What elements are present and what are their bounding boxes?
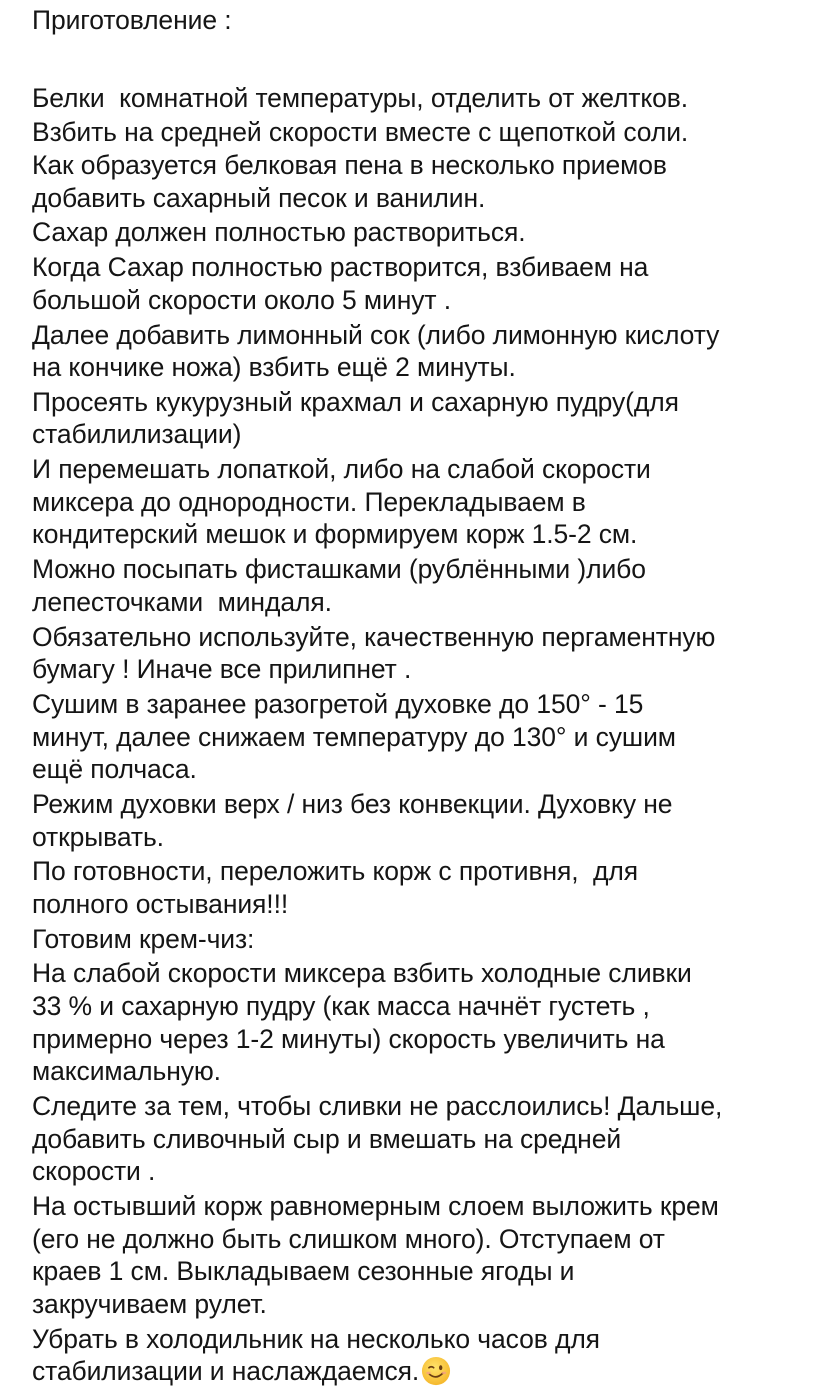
- text-line: бумагу ! Иначе все прилипнет .: [32, 654, 412, 685]
- text-line: Сахар должен полностью раствориться.: [32, 217, 526, 248]
- text-line: краев 1 см. Выкладываем сезонные ягоды и: [32, 1256, 575, 1287]
- text-line: Белки комнатной температуры, отделить от желтков.: [32, 82, 689, 113]
- text-line: большой скорости около 5 минут .: [32, 284, 451, 315]
- text-line: стабилизации и наслаждаемся.: [32, 1355, 807, 1388]
- recipe-note: [32, 4, 807, 1390]
- text-line: По готовности, переложить корж с противня, для: [32, 856, 639, 887]
- text-line: Взбить на средней скорости вместе с щепоткой соли.: [32, 117, 689, 148]
- recipe-paragraph: [32, 82, 807, 115]
- text-line: Можно посыпать фисташками (рублёнными )либо: [32, 554, 646, 585]
- recipe-paragraph: [32, 957, 807, 1087]
- text-line: закручиваем рулет.: [32, 1288, 267, 1319]
- text-line: Убрать в холодильник на несколько часов для: [32, 1323, 600, 1354]
- text-line: минут, далее снижаем температуру до 130° и сушим: [32, 721, 676, 752]
- recipe-paragraph: [32, 453, 807, 551]
- text-line: Обязательно используйте, качественную пергаментную: [32, 621, 716, 652]
- text-line: На остывший корж равномерным слоем выложить крем: [32, 1191, 719, 1221]
- text-line: И перемешать лопаткой, либо на слабой скорости: [32, 454, 651, 485]
- text-line: лепесточками миндаля.: [32, 586, 332, 617]
- winking-face-icon: [421, 1356, 451, 1386]
- text-line: полного остывания!!!: [32, 888, 289, 919]
- recipe-paragraph: [32, 116, 807, 214]
- recipe-paragraph: [32, 923, 807, 956]
- text-line: скорости .: [32, 1156, 156, 1187]
- recipe-paragraph: [32, 788, 807, 853]
- recipe-paragraph: [32, 553, 807, 618]
- text-line: Следите за тем, чтобы сливки не расслоились! Дальше,: [32, 1091, 723, 1122]
- text-line: примерно через 1-2 минуты) скорость увеличить на: [32, 1023, 665, 1054]
- recipe-paragraph: [32, 386, 807, 451]
- text-line: на кончике ножа) взбить ещё 2 минуты.: [32, 352, 516, 383]
- recipe-steps: [32, 82, 807, 1388]
- text-line: (его не должно быть слишком много). Отступаем от: [32, 1223, 665, 1254]
- text-line: максимальную.: [32, 1056, 221, 1087]
- recipe-paragraph: [32, 688, 807, 786]
- recipe-paragraph: [32, 1090, 807, 1188]
- recipe-paragraph: [32, 319, 807, 384]
- text-line: 33 % и сахарную пудру (как масса начнёт густеть ,: [32, 991, 650, 1022]
- recipe-paragraph: [32, 216, 807, 249]
- text-line: миксера до однородности. Перекладываем в: [32, 486, 586, 517]
- recipe-paragraph: [32, 855, 807, 920]
- text-line: Готовим крем-чиз:: [32, 923, 255, 954]
- text-line: Сушим в заранее разогретой духовке до 150° - 15: [32, 688, 644, 719]
- text-line: кондитерский мешок и формируем корж 1.5-2 см.: [32, 519, 638, 550]
- recipe-paragraph: [32, 251, 807, 316]
- recipe-paragraph: [32, 1190, 807, 1320]
- text-line: добавить сахарный песок и ванилин.: [32, 182, 486, 213]
- text-line: На слабой скорости миксера взбить холодные сливки: [32, 958, 692, 989]
- note-title: Приготовление :: [32, 5, 232, 35]
- text-line: Далее добавить лимонный сок (либо лимонную кислоту: [32, 319, 720, 350]
- text-line: Режим духовки верх / низ без конвекции. Духовку не: [32, 788, 673, 819]
- recipe-paragraph: [32, 621, 807, 686]
- text-line: Как образуется белковая пена в несколько приемов: [32, 149, 667, 180]
- text-line: Просеять кукурузный крахмал и сахарную пудру(для: [32, 386, 679, 417]
- text-line: открывать.: [32, 821, 164, 852]
- text-line: стабилилизации): [32, 419, 242, 450]
- text-line: ещё полчаса.: [32, 754, 197, 785]
- recipe-paragraph: [32, 1323, 807, 1388]
- text-line: добавить сливочный сыр и вмешать на средней: [32, 1123, 622, 1154]
- text-line: Когда Сахар полностью растворится, взбиваем на: [32, 252, 649, 283]
